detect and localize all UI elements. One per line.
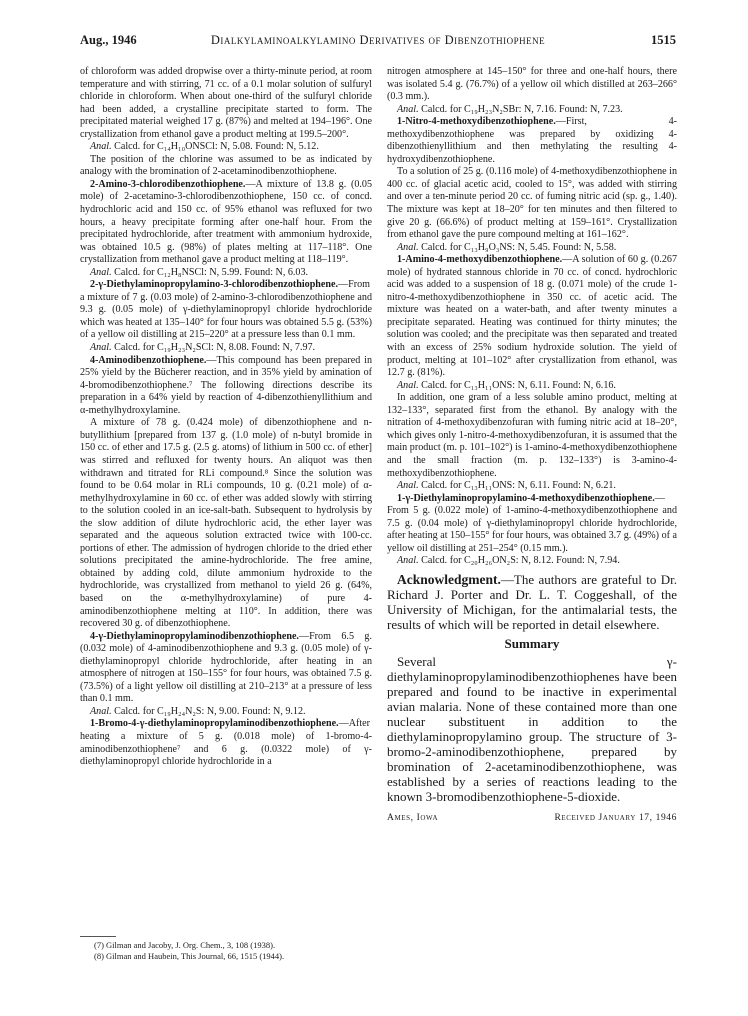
analysis-line	[387, 242, 677, 255]
paragraph: In addition, one gram of a less soluble amino product, melting at 132–133°, separated first from the ethanol. By analogy with the nitration of 4-methoxydibenzofuran with fuming nitric acid at 18–20°, which gives only 1-nitro-4-methoxydibenzofuran, it is assumed that the main product (m. p. 101–102°) is 1-amino-4-methoxydibenzothiophene and the small fraction (m. p. 132–133°) is 3-amino-4-methoxydibenzothiophene.	[387, 392, 677, 479]
received-date: Received January 17, 1946	[554, 813, 677, 824]
compound-heading: 2-Amino-3-chlorodibenzothiophene.	[90, 178, 246, 190]
acknowledgment-text: —The authors are grateful to Dr. Richard J. Porter and Dr. L. T. Coggeshall, of the University of Michigan, for the antimalarial tests, the results of which will be reported in detail elsewhere.	[387, 571, 677, 632]
acknowledgment-heading: Acknowledgment.	[397, 571, 501, 587]
footnotes	[80, 936, 372, 962]
paragraph-text: —From 5 g. (0.022 mole) of 1-amino-4-methoxydibenzothiophene and 7.5 g. (0.04 mole) of γ-diethylaminopropyl chloride hydrochloride, after heating at 150–155° for four hours, was obtained 3.7 g. (49%) of a yellow oil distilling at 251–254° (0.15 mm.).	[387, 492, 677, 554]
analysis-values: Calcd. for C₂₀H₂₆ON₂S: N, 8.12. Found: N, 7.94.	[418, 555, 620, 567]
section-paragraph	[80, 355, 372, 418]
analysis-values: Calcd. for C₁₉H₂₃N₂SCl: N, 8.08. Found: N, 7.97.	[111, 342, 316, 354]
compound-heading: 4-γ-Diethylaminopropylaminodibenzothiophene.	[90, 630, 299, 642]
analysis-label: Anal.	[90, 141, 112, 153]
analysis-label: Anal.	[90, 342, 112, 354]
analysis-label: Anal.	[90, 705, 112, 717]
acknowledgment	[387, 572, 677, 632]
analysis-line	[80, 141, 372, 154]
right-column	[387, 66, 677, 911]
analysis-line	[387, 480, 677, 493]
analysis-values: Calcd. for C₁₄H₁₀ONSCl: N, 5.08. Found: N, 5.12.	[111, 141, 319, 153]
analysis-label: Anal.	[90, 266, 112, 278]
header-date: Aug., 1946	[80, 33, 137, 47]
paragraph-text: —A solution of 60 g. (0.267 mole) of hydrated stannous chloride in 70 cc. of concd. hydrochloric acid was added to a suspension of 18 g. (0.071 mole) of the crude 1-nitro-4-methoxydibenzothiophene in 350 cc. of acetic acid. The mixture was heated on a water-bath, and after twenty minutes a precipitate separated. Heating was continued for thirty minutes; the solution was cooled; and the precipitate was then separated and treated with an excess of 25% sodium hydroxide solution. The yield of product, melting at 101–102° after crystallization from ethanol, was 12.7 g. (81%).	[387, 254, 677, 379]
paragraph-text: —First, 4-methoxydibenzothiophene was prepared by oxidizing 4-dibenzothienyllithium and then methylating the resulting 4-hydroxydibenzothiophene.	[387, 116, 677, 165]
analysis-values: Calcd. for C₁₃H₁₁ONS: N, 6.11. Found: N, 6.16.	[418, 379, 616, 391]
analysis-label: Anal.	[397, 480, 419, 492]
section-paragraph	[387, 254, 677, 379]
compound-heading: 1-Bromo-4-γ-diethylaminopropylaminodibenzothiophene.	[90, 718, 339, 730]
paragraph: The position of the chlorine was assumed to be as indicated by analogy with the bromination of 2-acetaminodibenzothiophene.	[80, 153, 372, 178]
analysis-values: Calcd. for C₁₉H₂₄N₂S: N, 9.00. Found: N, 9.12.	[111, 705, 306, 717]
summary-heading: Summary	[504, 635, 560, 651]
section-paragraph	[80, 718, 372, 768]
section-paragraph	[387, 116, 677, 166]
header-page-number: 1515	[651, 33, 676, 47]
analysis-values: Calcd. for C₁₃H₉O₃NS: N, 5.45. Found: N, 5.58.	[418, 241, 617, 253]
left-column	[80, 66, 372, 931]
paragraph: of chloroform was added dropwise over a thirty-minute period, at room temperature and with stirring, 71 cc. of a 0.1 molar solution of sulfuryl chloride in chloroform. When about one-third of the sulfuryl chloride had been added, a crystalline precipitate started to form. The precipitated material weighed 17 g. (87%) and melted at 194–196°. One crystallization from ethanol gave a product melting at 199.5–200°.	[80, 66, 372, 140]
analysis-label: Anal.	[397, 103, 419, 115]
paragraph-text: —A mixture of 13.8 g. (0.05 mole) of 2-acetamino-3-chlorodibenzothiophene, 150 cc. of concd. hydrochloric acid and 150 cc. of 95% ethanol was refluxed for two hours, a heavy precipitate forming after one-half hour. From the precipitated hydrochloride, after treatment with ammonium hydroxide, was obtained 10.5 g. (98%) of plates melting at 117–118°. One crystallization from methanol gave a product melting at 118–119°.	[80, 178, 372, 266]
paragraph-text: —From a mixture of 7 g. (0.03 mole) of 2-amino-3-chlorodibenzothiophene and 9.3 g. (0.05 mole) of γ-diethylaminopropyl chloride hydrochloride which was heated at 135–140° for four hours was obtained 5.5 g. (53%) of a yellow oil distilling at 215–220° at a pressure less than 0.1 mm.	[80, 279, 372, 341]
footnote-7: (7) Gilman and Jacoby, J. Org. Chem., 3, 108 (1938).	[94, 940, 276, 950]
analysis-label: Anal.	[397, 555, 419, 567]
analysis-line	[80, 706, 372, 719]
compound-heading: 4-Aminodibenzothiophene.	[90, 354, 207, 366]
section-paragraph	[80, 179, 372, 267]
running-header	[80, 33, 676, 49]
analysis-values: Calcd. for C₁₃H₁₁ONS: N, 6.11. Found: N, 6.21.	[418, 480, 616, 492]
paragraph: To a solution of 25 g. (0.116 mole) of 4-methoxydibenzothiophene in 400 cc. of glacial acetic acid, cooled to 15°, was added with stirring and over a ten-minute period 20 cc. of fuming nitric acid (sp. g., 1.40). The mixture was kept at 18–20° for ten minutes and then filtered to give 20 g. (66.6%) of product melting at 159–161°. Crystallization from ethanol gave the pure compound melting at 161–162°.	[387, 166, 677, 241]
compound-heading: 2-γ-Diethylaminopropylamino-3-chlorodibenzothiophene.	[90, 279, 339, 291]
analysis-label: Anal.	[397, 379, 419, 391]
footnote-8: (8) Gilman and Haubein, This Journal, 66, 1515 (1944).	[94, 951, 285, 961]
signature-line	[387, 812, 677, 825]
analysis-values: Calcd. for C₁₂H₈NSCl: N, 5.99. Found: N, 6.03.	[111, 266, 309, 278]
paragraph-text: —After heating a mixture of 5 g. (0.018 mole) of 1-bromo-4-aminodibenzothiophene⁷ and 6 g. (0.0322 mole) of γ-diethylaminopropyl chloride hydrochloride in a	[80, 718, 372, 768]
compound-heading: 1-Amino-4-methoxydibenzothiophene.	[397, 254, 563, 266]
paragraph-text: —This compound has been prepared in 25% yield by the Bücherer reaction, and in 35% yield by amination of 4-bromodibenzothiophene.⁷ The following directions describe its preparation in a 64% yield by reaction of 4-dibenzothienyllithium and α-methylhydroxylamine.	[80, 354, 372, 416]
analysis-line	[387, 104, 677, 117]
analysis-line	[80, 267, 372, 280]
paragraph: A mixture of 78 g. (0.424 mole) of dibenzothiophene and n-butyllithium [prepared from 137 g. (1.0 mole) of n-butyl bromide in 150 cc. of ether and 17.5 g. (2.5 g. atoms) of lithium in 500 cc. of ether] was stirred and refluxed for twenty hours. An aliquot was then withdrawn and titrated for RLi compound.⁸ Since the solution was found to be 0.64 molar in RLi compounds, 10 g. (0.21 mole) of α-methylhydroxylamine in 60 cc. of ether was added slowly with stirring to the solution cooled in an ice-salt-bath. Subsequent to hydrolysis by the slow addition of dilute hydrochloric acid, the ether layer was separated and the aqueous solution extracted twice with 100-cc. portions of ether. The admission of hydrogen chloride to the dried ether solutions precipitated the amine-hydrochloride. The free amine, obtained by adding cold, dilute ammonium hydroxide to the hydrochloride, was crystallized from methanol to yield 26 g. (64%, based on the α-methylhydroxylamine) of pure 4-aminodibenzothiophene melting at 110°. In addition, there was recovered 30 g. of dibenzothiophene.	[80, 417, 372, 630]
compound-heading: 1-γ-Diethylaminopropylamino-4-methoxydibenzothiophene.	[397, 492, 655, 504]
section-paragraph	[80, 279, 372, 342]
location: Ames, Iowa	[387, 813, 439, 824]
section-paragraph	[80, 631, 372, 706]
analysis-values: Calcd. for C₁₉H₂₃N₂SBr: N, 7.16. Found: N, 7.23.	[418, 103, 623, 115]
analysis-label: Anal.	[397, 241, 419, 253]
paragraph-text: —From 6.5 g. (0.032 mole) of 4-aminodibenzothiophene and 9.3 g. (0.05 mole) of γ-diethylaminopropyl chloride hydrochloride, after heating in an atmosphere of nitrogen at 150–155° for four hours, was obtained 7.5 g. (73.5%) of a light yellow oil distilling at 210–213° at a pressure of less than 0.1 mm.	[80, 630, 372, 705]
header-title: Dialkylaminoalkylamino Derivatives of Dibenzothiophene	[210, 33, 546, 47]
compound-heading: 1-Nitro-4-methoxydibenzothiophene.	[397, 116, 556, 128]
analysis-line	[387, 380, 677, 393]
paragraph: nitrogen atmosphere at 145–150° for three and one-half hours, there was isolated 5.4 g. (76.7%) of a yellow oil which distilled at 263–266° (0.3 mm.).	[387, 66, 677, 103]
footnote-rule	[80, 936, 116, 937]
analysis-line	[80, 342, 372, 355]
summary-text: Several γ-diethylaminopropylaminodibenzothiophenes have been prepared and found to be inactive in experimental avian malaria. None of these contained more than one nuclear substituent in addition to the diethylaminopropylamino group. The structure of 3-bromo-2-aminodibenzothiophene, prepared by bromination of 2-acetaminodibenzothiophene, was established by a series of reactions leading to the known 3-bromodibenzothiophene-5-dioxide.	[387, 654, 677, 805]
section-paragraph	[387, 493, 677, 556]
analysis-line	[387, 555, 677, 568]
